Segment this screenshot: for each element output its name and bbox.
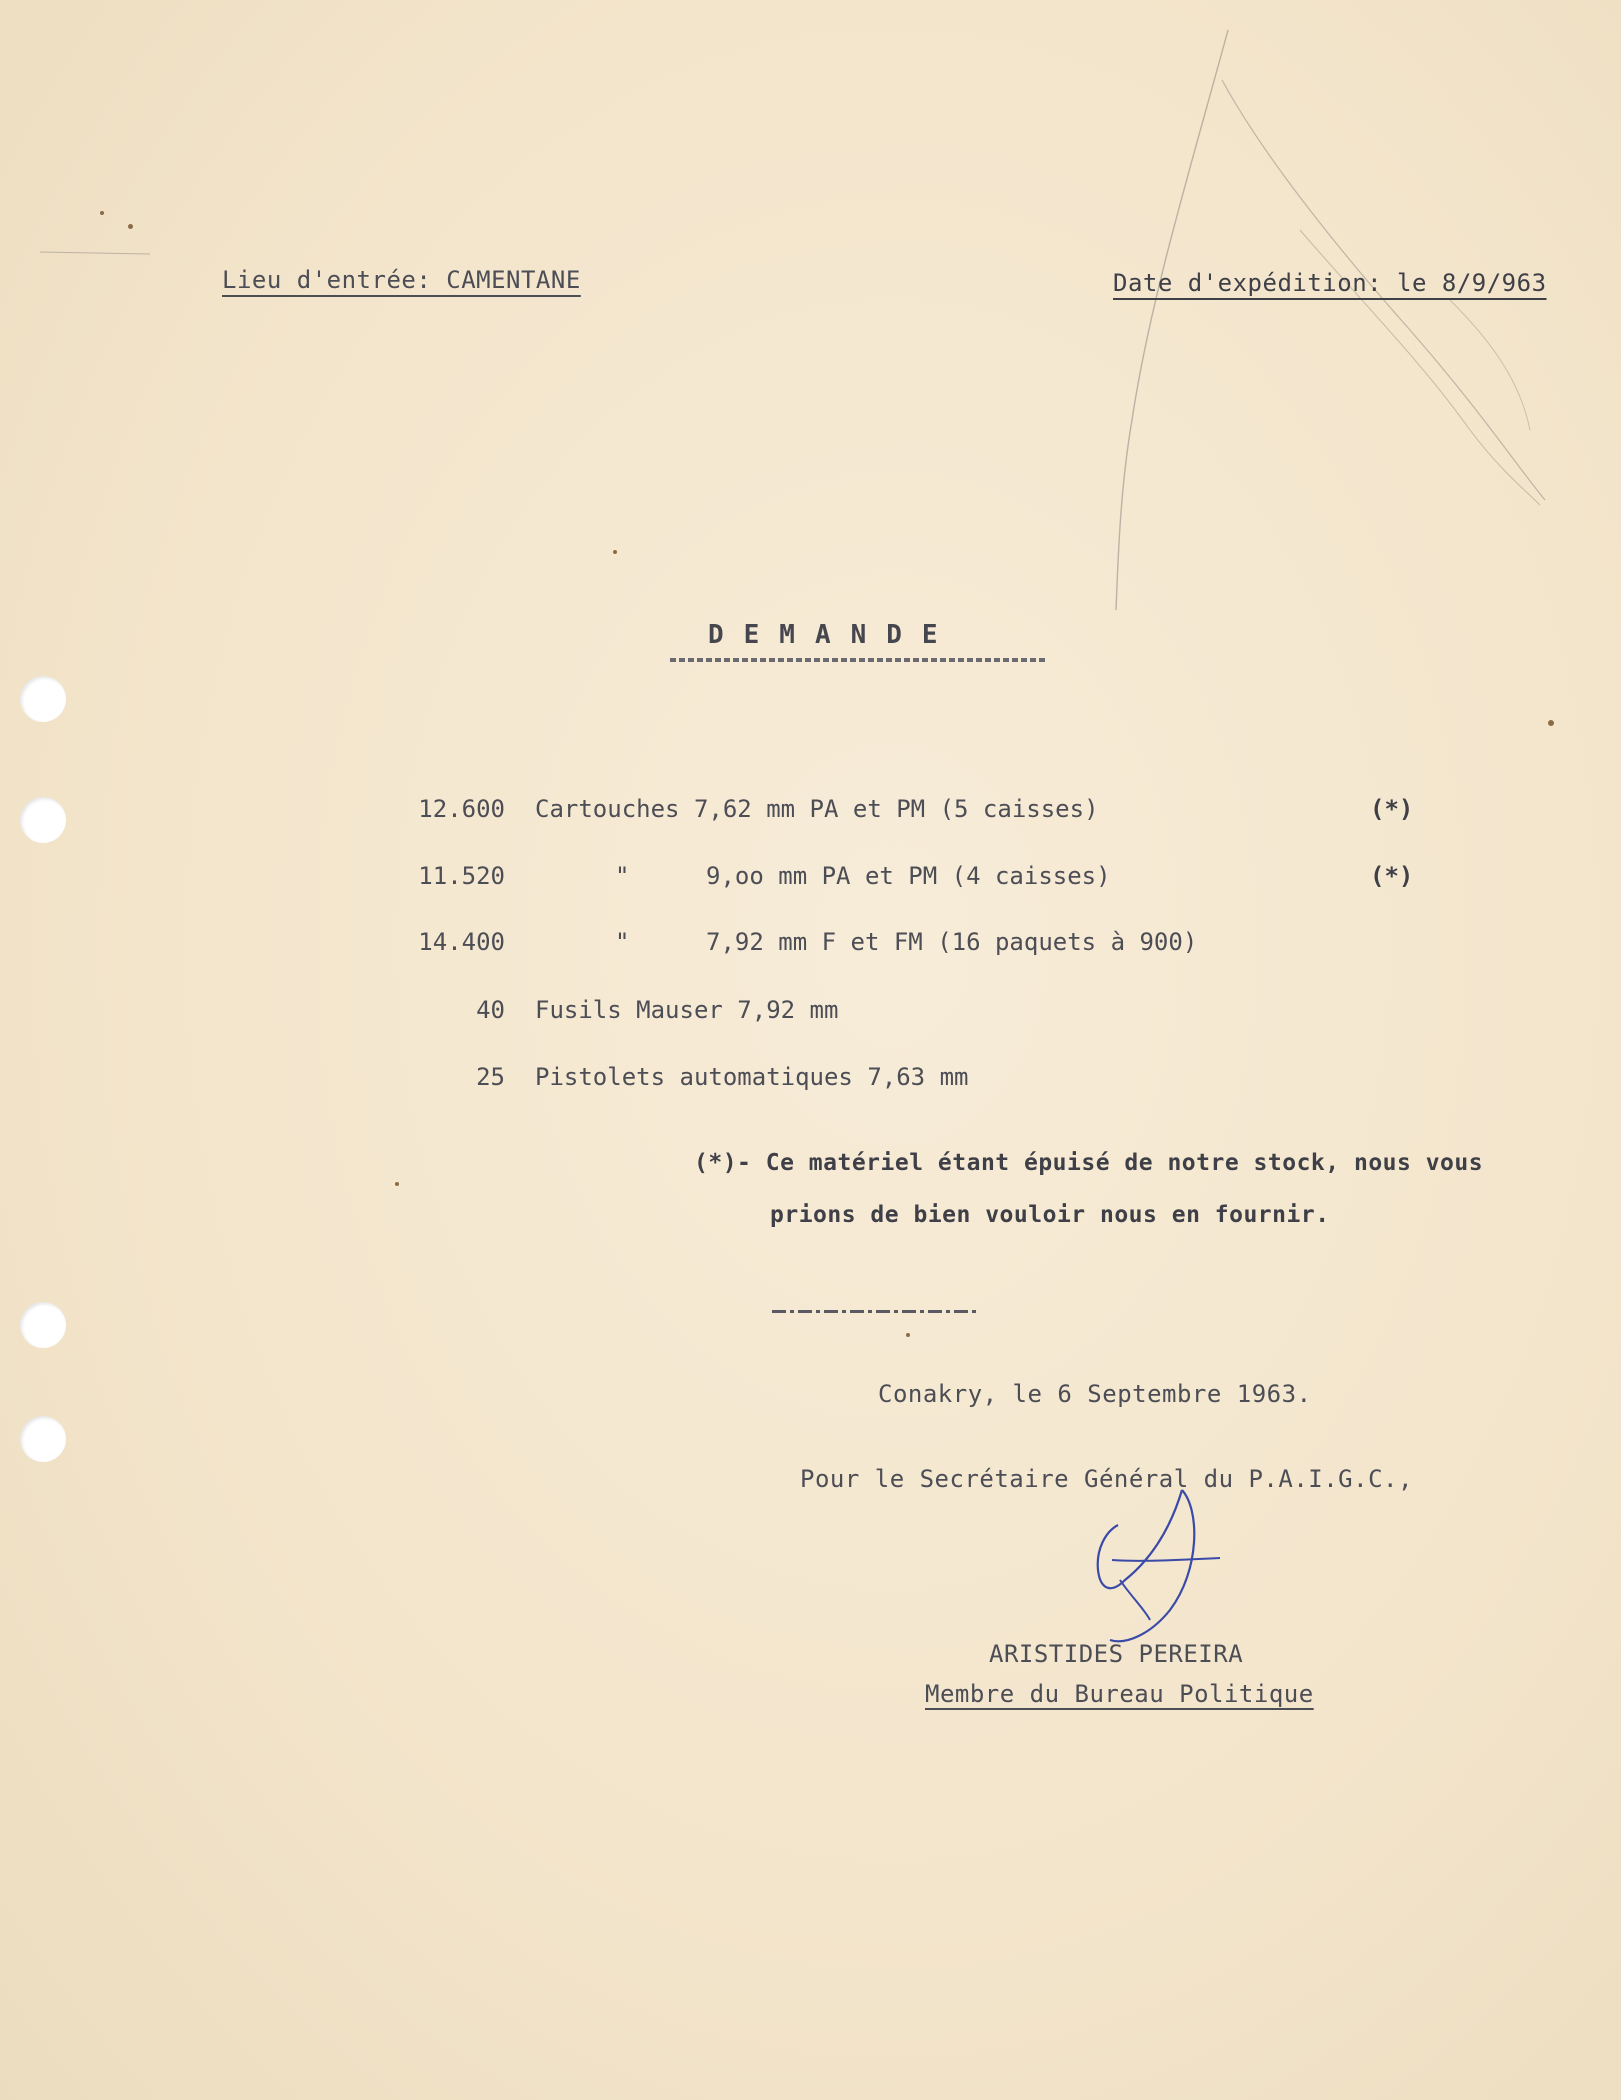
paper-speck: [128, 224, 133, 229]
item-quantity: 14.400: [418, 928, 505, 956]
signatory-title: Membre du Bureau Politique: [925, 1680, 1314, 1708]
paper-speck: [613, 550, 617, 554]
document-title: DEMANDE: [708, 620, 958, 650]
item-description: Fusils Mauser 7,92 mm: [535, 996, 839, 1024]
item-quantity: 40: [476, 996, 505, 1024]
signatory-name: ARISTIDES PEREIRA: [989, 1640, 1244, 1668]
item-footnote-mark: (*): [1370, 862, 1414, 890]
title-underline: [670, 658, 1045, 662]
item-quantity: 12.600: [418, 795, 505, 823]
item-quantity: 11.520: [418, 862, 505, 890]
place-date: Conakry, le 6 Septembre 1963.: [878, 1380, 1312, 1408]
paper-speck: [1548, 720, 1554, 726]
footnote-line-1: (*)- Ce matériel étant épuisé de notre stock, nous vous: [694, 1150, 1484, 1176]
item-description: 7,92 mm F et FM (16 paquets à 900): [706, 928, 1198, 956]
shipping-date: Date d'expédition: le 8/9/963: [1113, 269, 1547, 297]
ditto-mark: ": [615, 928, 630, 956]
ditto-mark: ": [615, 862, 630, 890]
section-separator: [772, 1310, 977, 1313]
paper-speck: [395, 1182, 399, 1186]
item-description: 9,oo mm PA et PM (4 caisses): [706, 862, 1111, 890]
on-behalf-line: Pour le Secrétaire Général du P.A.I.G.C.,: [800, 1465, 1413, 1493]
item-description: Pistolets automatiques 7,63 mm: [535, 1063, 969, 1091]
item-description: Cartouches 7,62 mm PA et PM (5 caisses): [535, 795, 1099, 823]
paper-speck: [100, 211, 104, 215]
item-quantity: 25: [476, 1063, 505, 1091]
entry-place: Lieu d'entrée: CAMENTANE: [222, 266, 581, 294]
signature: [1050, 1470, 1290, 1650]
footnote-line-2: prions de bien vouloir nous en fournir.: [770, 1202, 1330, 1228]
item-footnote-mark: (*): [1370, 795, 1414, 823]
paper-speck: [906, 1333, 910, 1337]
